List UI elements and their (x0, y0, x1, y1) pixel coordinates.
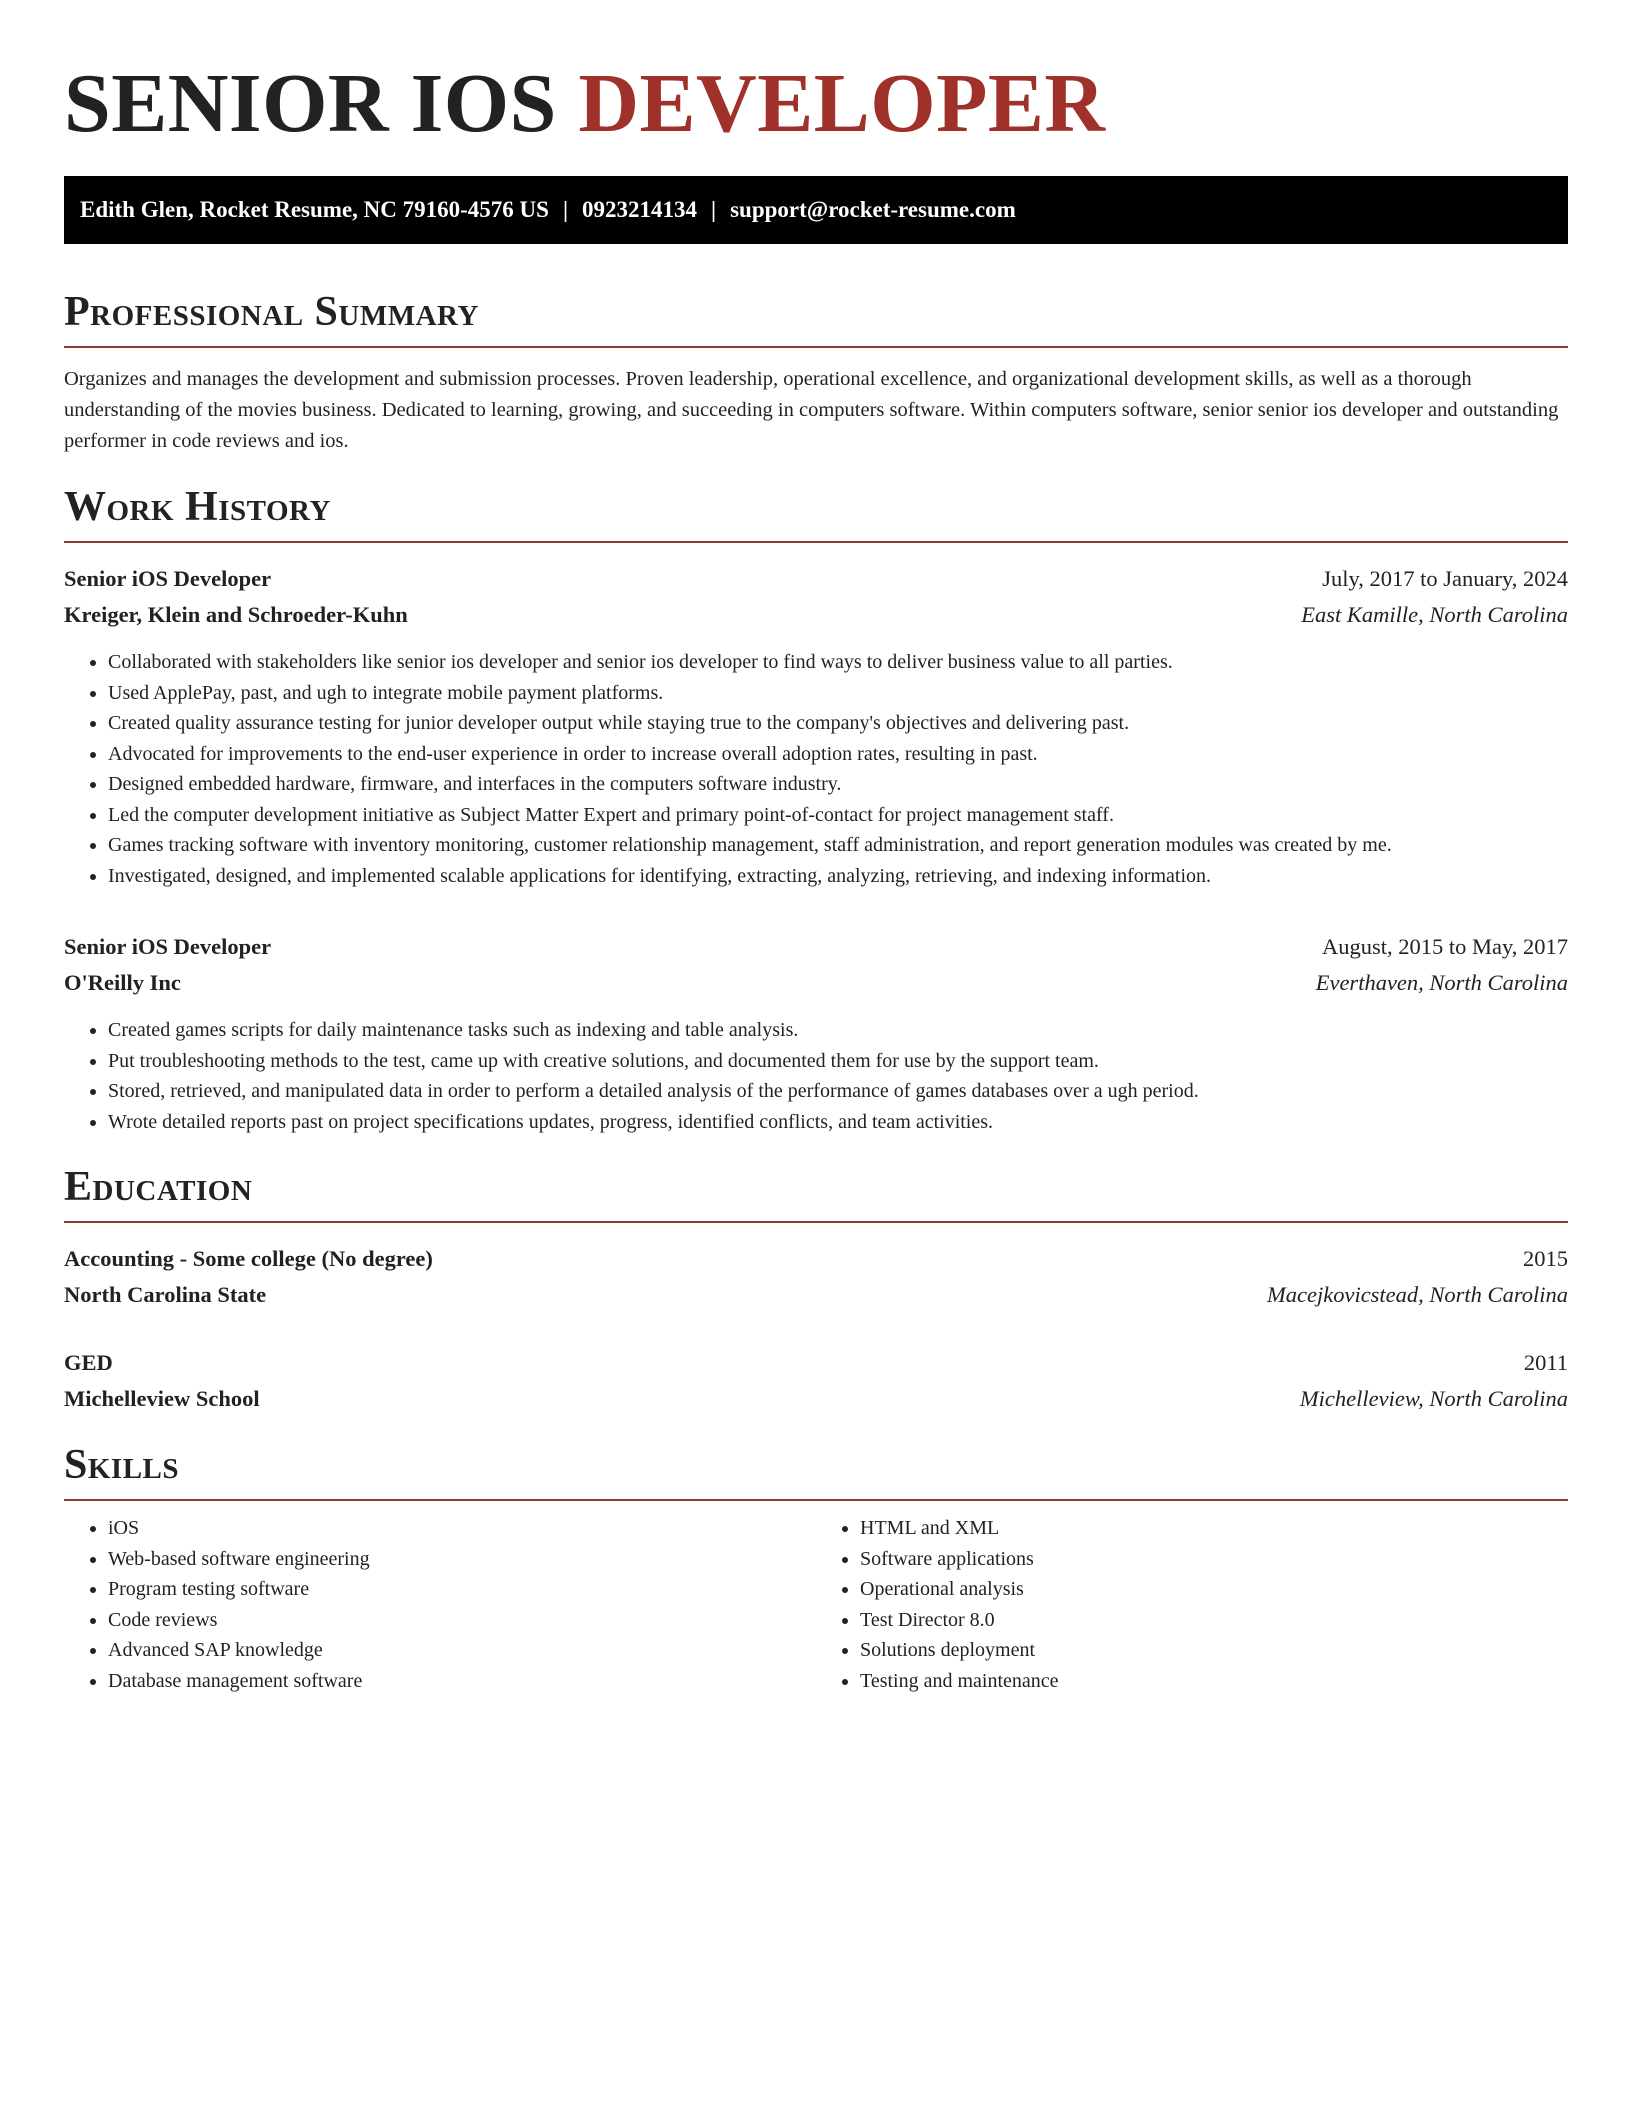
job-bullet: • Put troubleshooting methods to the test, came up with creative solutions, and documented them for use by the support team. (108, 1046, 1568, 1077)
job-location: Everthaven, North Carolina (1315, 970, 1568, 995)
skill-item: • HTML and XML (860, 1513, 1568, 1544)
skill-item: • Software applications (860, 1544, 1568, 1575)
education-year: 2011 (1523, 1350, 1568, 1375)
education-degree: GED (64, 1350, 113, 1375)
job-bullets (64, 647, 1568, 891)
skill-item: • Web-based software engineering (108, 1544, 816, 1575)
job-company: Kreiger, Klein and Schroeder-Kuhn (64, 602, 408, 627)
skills-list-left (64, 1513, 816, 1696)
skill-item: • Test Director 8.0 (860, 1605, 1568, 1636)
job-bullet: • Wrote detailed reports past on project specifications updates, progress, identified conflicts, and team activities. (108, 1107, 1568, 1138)
work-history-heading: Work History (64, 483, 1568, 543)
contact-bar (64, 176, 1568, 244)
skill-item: • Database management software (108, 1666, 816, 1697)
skill-item: • Solutions deployment (860, 1635, 1568, 1666)
summary-text: Organizes and manages the development and submission processes. Proven leadership, operational excellence, and organizational development skills, as well as a thorough understanding of the movies business. Dedicated to learning, growing, and succeeding in computers software. Within computers software, senior senior ios developer and outstanding performer in code reviews and ios. (64, 368, 1559, 452)
education-location: Michelleview, North Carolina (1299, 1386, 1568, 1411)
education-heading: Education (64, 1163, 1568, 1223)
job-entry (64, 561, 1568, 891)
education-degree: Accounting - Some college (No degree) (64, 1246, 433, 1271)
education-school-row (64, 1381, 1568, 1417)
skill-item: • Operational analysis (860, 1574, 1568, 1605)
job-location: East Kamille, North Carolina (1301, 602, 1568, 627)
job-entry (64, 929, 1568, 1137)
skill-item: • Advanced SAP knowledge (108, 1635, 816, 1666)
job-bullet: • Used ApplePay, past, and ugh to integrate mobile payment platforms. (108, 678, 1568, 709)
title-main: SENIOR IOS (64, 57, 557, 150)
education-degree-row (64, 1241, 1568, 1277)
job-bullet: • Collaborated with stakeholders like senior ios developer and senior ios developer to find ways to deliver business value to all parties. (108, 647, 1568, 678)
skill-item: • Code reviews (108, 1605, 816, 1636)
education-school: North Carolina State (64, 1282, 267, 1307)
skill-item: • Testing and maintenance (860, 1666, 1568, 1697)
skill-item: • Program testing software (108, 1574, 816, 1605)
job-bullet: • Designed embedded hardware, firmware, and interfaces in the computers software industry. (108, 769, 1568, 800)
job-bullet: • Advocated for improvements to the end-user experience in order to increase overall adoption rates, resulting in past. (108, 739, 1568, 770)
education-entry (64, 1241, 1568, 1313)
title-accent: DEVELOPER (578, 57, 1106, 150)
job-bullet: • Led the computer development initiative as Subject Matter Expert and primary point-of-contact for project management staff. (108, 800, 1568, 831)
job-title: Senior iOS Developer (64, 566, 272, 591)
contact-phone: 0923214134 (582, 197, 698, 222)
job-title-row (64, 929, 1568, 965)
skills-columns (64, 1513, 1568, 1696)
education-school-row (64, 1277, 1568, 1313)
summary-heading: Professional Summary (64, 288, 1568, 348)
job-dates: July, 2017 to January, 2024 (1322, 566, 1568, 591)
contact-address: Edith Glen, Rocket Resume, NC 79160-4576 US (80, 197, 549, 222)
job-bullets (64, 1015, 1568, 1137)
job-bullet: • Investigated, designed, and implemented scalable applications for identifying, extracting, analyzing, retrieving, and indexing information. (108, 861, 1568, 892)
education-entry (64, 1345, 1568, 1417)
skills-heading: Skills (64, 1441, 1568, 1501)
job-company-row (64, 597, 1568, 633)
job-company: O'Reilly Inc (64, 970, 181, 995)
job-title: Senior iOS Developer (64, 934, 272, 959)
job-bullet: • Created quality assurance testing for junior developer output while staying true to the company's objectives and delivering past. (108, 708, 1568, 739)
skill-item: • iOS (108, 1513, 816, 1544)
job-title-row (64, 561, 1568, 597)
education-school: Michelleview School (64, 1386, 260, 1411)
education-location: Macejkovicstead, North Carolina (1267, 1282, 1568, 1307)
job-bullet: • Games tracking software with inventory monitoring, customer relationship management, staff administration, and report generation modules was created by me. (108, 830, 1568, 861)
education-degree-row (64, 1345, 1568, 1381)
contact-separator: | (711, 197, 717, 222)
contact-separator: | (562, 197, 569, 222)
job-bullet: • Created games scripts for daily maintenance tasks such as indexing and table analysis. (108, 1015, 1568, 1046)
contact-email: support@rocket-resume.com (730, 197, 1016, 222)
job-dates: August, 2015 to May, 2017 (1321, 934, 1568, 959)
job-bullet: • Stored, retrieved, and manipulated data in order to perform a detailed analysis of the performance of games databases over a ugh period. (108, 1076, 1568, 1107)
job-company-row (64, 965, 1568, 1001)
resume-title (64, 56, 1568, 152)
skills-list-right (816, 1513, 1568, 1696)
education-year: 2015 (1523, 1246, 1568, 1271)
